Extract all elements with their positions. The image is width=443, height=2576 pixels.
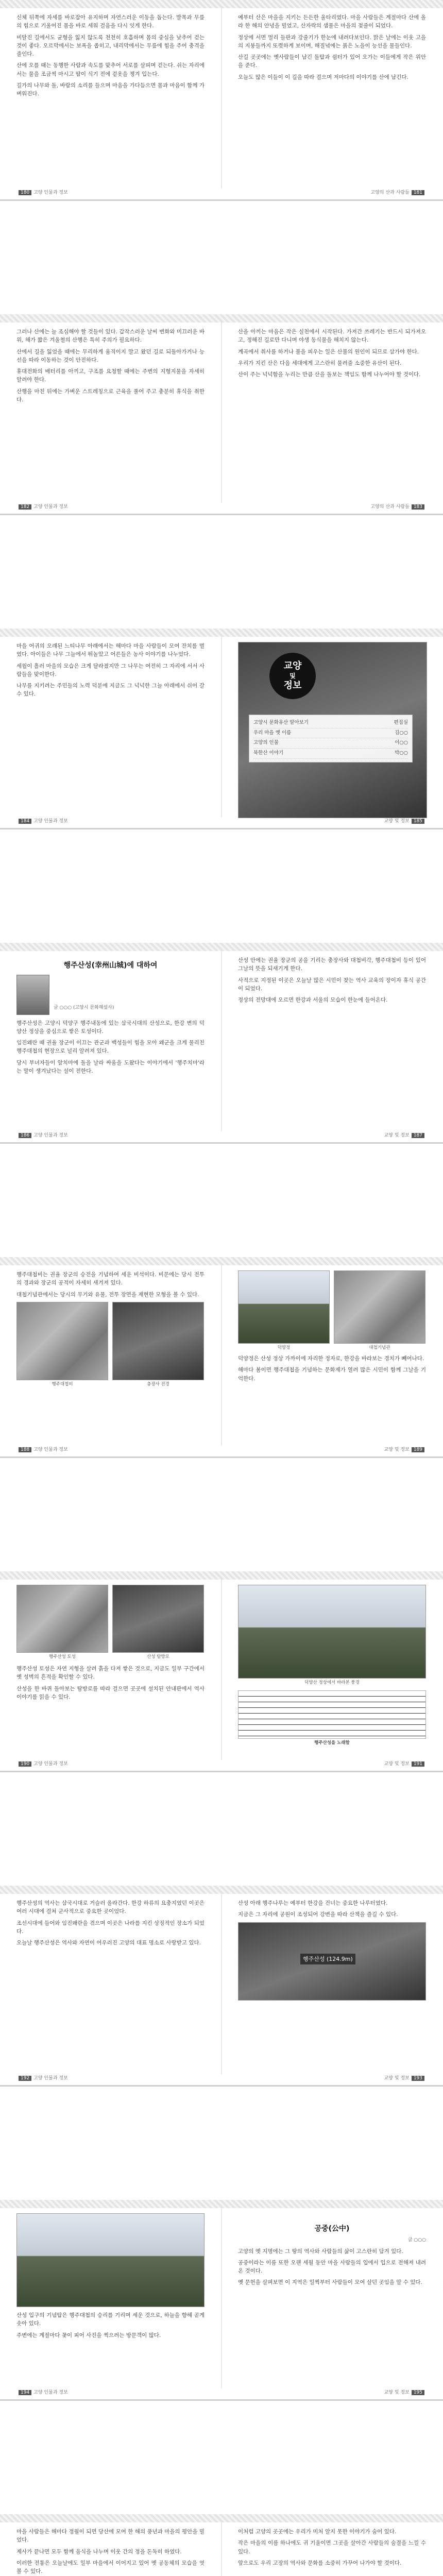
- author-photo: [16, 975, 49, 1015]
- header-pattern: [0, 2200, 443, 2208]
- contents-title: 고양시 문화유산 알아보기: [253, 720, 309, 725]
- paragraph: 행주산성은 고양시 덕양구 행주내동에 있는 삼국시대의 산성으로, 한강 변의 덕양산 정상을 중심으로 쌓은 토성이다.: [16, 1020, 205, 1035]
- paragraph: 산이 주는 넉넉함을 누리는 만큼 산을 돌보는 책임도 함께 나누어야 할 것이다.: [238, 371, 421, 378]
- running-title: 고양 인물과 정보: [33, 504, 68, 510]
- contents-author: 편집실: [394, 720, 408, 725]
- museum-photo: [334, 1270, 425, 1344]
- paragraph: 예부터 산은 마을을 지키는 든든한 울타리였다. 마을 사람들은 계절마다 산에 올라 한 해의 안녕을 빌었고, 산자락의 샘물은 마을의 젖줄이 되었다.: [238, 14, 426, 29]
- contents-row: [253, 718, 408, 728]
- running-title: 고양 인물과 정보: [33, 1133, 68, 1138]
- photo-row: [16, 1585, 205, 1660]
- photo-caption: 행주산성 토성: [49, 1654, 76, 1659]
- running-title: 교양 및 정보: [384, 2390, 410, 2395]
- page-spread-7: [0, 1886, 443, 2087]
- gutter: [221, 2208, 222, 2388]
- page-number: 185: [412, 819, 424, 824]
- photo-row: [238, 1270, 426, 1351]
- page-spread-3: [0, 629, 443, 829]
- running-title: 교양 및 정보: [384, 1761, 410, 1767]
- paragraph: 행주산성 토성은 자연 지형을 살려 흙을 다져 쌓은 것으로, 지금도 일부 구간에서 옛 성벽의 흔적을 확인할 수 있다.: [16, 1666, 205, 1681]
- gutter: [221, 8, 222, 189]
- page-right: [238, 2528, 426, 2570]
- contents-title: 우리 마을 옛 이름: [253, 730, 292, 736]
- mountain-view-photo: [238, 1585, 426, 1679]
- page-spread-1: [0, 0, 443, 201]
- song-title: 행주산성을 노래함: [314, 1740, 350, 1746]
- running-title: 고양 인물과 정보: [33, 819, 68, 824]
- page-number: 190: [19, 1761, 31, 1767]
- footer-left: [16, 1760, 68, 1767]
- figure: [334, 1270, 425, 1351]
- paragraph: 산성 입구의 기념탑은 행주대첩의 승리를 기리며 세운 것으로, 하늘을 향해 곧게 솟아 있다.: [16, 2312, 205, 2327]
- footer-right: [384, 1446, 427, 1452]
- page-right: [238, 1585, 426, 1747]
- figure: [16, 1302, 108, 1388]
- running-title: 고양의 산과 사람들: [370, 504, 410, 510]
- paragraph: 마을 어귀의 오래된 느티나무 아래에서는 해마다 마을 사람들이 모여 잔치를 벌였다. 아이들은 나무 그늘에서 뛰놀았고 어른들은 농사 이야기를 나누었다.: [16, 643, 205, 658]
- paragraph: 계곡에서 취사를 하거나 불을 피우는 일은 산불의 원인이 되므로 삼가야 한다.: [238, 348, 419, 355]
- footer-left: [16, 2388, 68, 2395]
- paragraph: 비탈진 길에서도 균형을 잃지 않도록 천천히 호흡하며 몸의 중심을 낮추어 걷는 것이 좋다. 오르막에서는 보폭을 좁히고, 내리막에서는 무릎에 힘을 주어 충격을 줄인다.: [16, 34, 205, 58]
- paragraph: 조선시대에 들어와 임진왜란을 겪으며 이곳은 나라를 지킨 상징적인 장소가 되었다.: [16, 1920, 205, 1935]
- running-title: 고양 인물과 정보: [33, 1447, 68, 1452]
- paragraph: 산길 곳곳에는 옛사람들이 남긴 돌탑과 쉼터가 있어 오가는 이들에게 작은 위안을 준다.: [238, 54, 426, 69]
- running-title: 고양의 산과 사람들: [370, 190, 410, 195]
- page-number: 183: [412, 504, 424, 510]
- running-title: 고양 인물과 정보: [33, 2390, 68, 2395]
- page-spread-5: [0, 1257, 443, 1458]
- pavilion-photo: [238, 1270, 330, 1344]
- memorial-tower-photo: [16, 2213, 205, 2307]
- page-left: [16, 2528, 205, 2576]
- page-left: [16, 1899, 205, 1950]
- footer-right: [371, 503, 427, 510]
- contents-author: 이○○: [395, 740, 408, 746]
- header-pattern: [0, 2514, 443, 2522]
- page-number: 188: [19, 1447, 31, 1452]
- section-title-line: 정보: [283, 680, 302, 691]
- paragraph: 정상의 전망대에 오르면 한강과 서울의 모습이 한눈에 들어온다.: [238, 997, 388, 1004]
- paragraph: 이처럼 고양의 곳곳에는 우리가 미처 알지 못한 이야기가 숨어 있다.: [238, 2529, 397, 2535]
- fortress-wall-photo: [16, 1585, 108, 1653]
- page-left: [16, 13, 205, 101]
- page-right: [238, 2213, 426, 2290]
- paragraph: 산성 아래 행주나루는 예부터 한강을 건너는 중요한 나루터였다.: [238, 1900, 388, 1906]
- contents-title: 북한산 이야기: [253, 750, 284, 756]
- page-right: [238, 956, 426, 1007]
- byline: 글 ○○○: [407, 2237, 426, 2243]
- paragraph: 이러한 전통은 오늘날에도 일부 마을에서 이어지고 있어 옛 공동체의 모습을 엿볼 수 있다.: [16, 2560, 205, 2575]
- page-left: [16, 1270, 205, 1388]
- gutter: [221, 2522, 222, 2576]
- monument-photo: [16, 1302, 108, 1380]
- paragraph: 길가의 나무와 돌, 바람의 소리를 들으며 마음을 가다듬으면 몸과 마음이 함께 가벼워진다.: [16, 82, 205, 97]
- running-title: 교양 및 정보: [384, 819, 410, 824]
- gutter: [221, 1265, 222, 1446]
- footer-right: [384, 817, 427, 824]
- page-number: 192: [19, 2076, 31, 2081]
- page-left: [16, 1585, 205, 1704]
- page-number: 194: [19, 2390, 31, 2395]
- photo-caption: 덕양정: [277, 1345, 291, 1350]
- page-spread-4: [0, 943, 443, 1144]
- shrine-photo: [112, 1302, 204, 1380]
- paragraph: 산에서 길을 잃었을 때에는 무리하게 움직이지 말고 왔던 길로 되돌아가거나 능선을 따라 이동하는 것이 안전하다.: [16, 348, 205, 363]
- contents-row: [253, 749, 408, 759]
- contents-row: [253, 738, 408, 749]
- footer-left: [16, 1131, 68, 1138]
- photo-caption: 덕양산 정상에서 바라본 풍경: [304, 1680, 360, 1685]
- page-right: [238, 642, 426, 817]
- photo-caption: 충장사 전경: [147, 1381, 169, 1387]
- paragraph: 지금은 그 자리에 공원이 조성되어 강변을 따라 산책을 즐길 수 있다.: [238, 1911, 398, 1918]
- paragraph: 산성 안에는 권율 장군의 공을 기리는 충장사와 대첩비각, 행주대첩비 등이 있어 그날의 뜻을 되새기게 한다.: [238, 957, 426, 972]
- photo-caption: 산성 탐방로: [147, 1654, 169, 1659]
- figure: [238, 1270, 330, 1351]
- page-right: [238, 328, 426, 382]
- running-title: 고양 인물과 정보: [33, 2076, 68, 2081]
- paragraph: 오늘도 많은 이들이 이 길을 따라 걸으며 저마다의 이야기를 산에 남긴다.: [238, 74, 408, 80]
- paragraph: 행주산성의 역사는 삼국시대로 거슬러 올라간다. 한강 하류의 요충지였던 이곳은 여러 시대에 걸쳐 군사적으로 중요한 곳이었다.: [16, 1900, 205, 1915]
- article-title: 행주산성(幸州山城)에 대하여: [63, 961, 158, 970]
- page-spread-2: [0, 314, 443, 515]
- page-number: 193: [412, 2076, 424, 2081]
- paragraph: 세월이 흘러 마을의 모습은 크게 달라졌지만 그 나무는 여전히 그 자리에 서서 사람들을 맞이한다.: [16, 663, 205, 677]
- footer-right: [384, 1760, 427, 1767]
- paragraph: 작은 마을의 이름 하나에도 귀 기울이면 그곳을 살아간 사람들의 숨결을 느낄 수 있다.: [238, 2540, 426, 2555]
- page-number: 186: [19, 1133, 31, 1138]
- contents-author: 김○○: [395, 730, 408, 736]
- page-number: 191: [412, 1761, 424, 1767]
- header-pattern: [0, 314, 443, 323]
- paragraph: 신체 뒤쪽에 자세를 바로잡아 유지하며 자연스러운 이동을 돕는다. 발목과 무릎의 힘으로 기울어진 몸을 바로 세워 걸음을 다시 잇게 한다.: [16, 14, 205, 29]
- header-pattern: [0, 629, 443, 637]
- paragraph: 마을 사람들은 해마다 정월이 되면 당산에 모여 한 해의 풍년과 마을의 평안을 빌었다.: [16, 2529, 205, 2544]
- header-pattern: [0, 943, 443, 951]
- figure: [16, 1585, 108, 1660]
- page-left: [16, 956, 205, 1078]
- page-right: [238, 1270, 426, 1386]
- paragraph: 덕양정은 산성 정상 가까이에 자리한 정자로, 한강을 바라보는 경치가 빼어나다.: [238, 1355, 424, 1362]
- contents-title: 고양의 인물: [253, 740, 279, 746]
- footer-right: [384, 1131, 427, 1138]
- footer-right: [371, 189, 427, 195]
- running-title: 고양 인물과 정보: [33, 1761, 68, 1767]
- footer-right: [384, 2388, 427, 2395]
- paragraph: 오늘날 행주산성은 역사와 자연이 어우러진 고양의 대표 명소로 사랑받고 있다.: [16, 1940, 201, 1946]
- paragraph: 옛 문헌을 살펴보면 이 지역은 일찍부터 사람들이 모여 살던 곳임을 알 수 있다.: [238, 2279, 422, 2286]
- running-title: 교양 및 정보: [384, 2076, 410, 2081]
- section-title-circle: [269, 653, 316, 699]
- paragraph: 산성을 한 바퀴 돌아보는 탐방로를 따라 걸으면 곳곳에 설치된 안내판에서 역사 이야기를 읽을 수 있다.: [16, 1685, 205, 1700]
- photo-caption: 행주대첩비: [52, 1381, 73, 1387]
- footer-left: [16, 503, 68, 510]
- gutter: [221, 323, 222, 503]
- page-number: 182: [19, 504, 31, 510]
- figure: [112, 1302, 204, 1388]
- page-right: [238, 13, 426, 84]
- page-number: 180: [19, 190, 31, 195]
- paragraph: 임진왜란 때 권율 장군이 이끄는 관군과 백성들이 힘을 모아 왜군을 크게 물리친 행주대첩의 현장으로 널리 알려져 있다.: [16, 1040, 205, 1055]
- footer-left: [16, 2074, 68, 2081]
- paragraph: 제사가 끝나면 모두 함께 음식을 나누며 이웃 간의 정을 돈독히 하였다.: [16, 2548, 182, 2555]
- paragraph: 공중이라는 이름 또한 오랜 세월 동안 마을 사람들의 입에서 입으로 전해져 내려온 것이다.: [238, 2259, 426, 2275]
- paragraph: 나무를 지키려는 주민들의 노력 덕분에 지금도 그 넉넉한 그늘 아래에서 쉬어 갈 수 있다.: [16, 683, 205, 698]
- trail-photo: [112, 1585, 204, 1653]
- paragraph: 해마다 봄이면 행주대첩을 기념하는 문화제가 열려 많은 시민이 함께 그날을 기억한다.: [238, 1367, 426, 1382]
- footer-left: [16, 189, 68, 195]
- song-score: [238, 1690, 426, 1739]
- footer-left: [16, 817, 68, 824]
- page-left: [16, 642, 205, 702]
- paragraph: 산을 아끼는 마음은 작은 실천에서 시작된다. 가져간 쓰레기는 반드시 되가져오고, 정해진 길로만 다니며 야생 동식물을 해치지 않는다.: [238, 329, 426, 344]
- page-number: 189: [412, 1447, 424, 1452]
- figure: [112, 1585, 204, 1660]
- photo-row: [16, 1302, 205, 1388]
- paragraph: 정상에 서면 멀리 들판과 강줄기가 한눈에 내려다보인다. 맑은 날에는 이웃 고을의 지붕들까지 또렷하게 보이며, 해질녘에는 붉은 노을이 능선을 물들인다.: [238, 34, 426, 49]
- header-pattern: [0, 1886, 443, 1894]
- gutter: [221, 637, 222, 817]
- paragraph: 그러나 산에는 늘 조심해야 할 것들이 있다. 갑작스러운 날씨 변화와 미끄러운 바위, 해가 짧은 겨울철의 산행은 특히 주의가 필요하다.: [16, 329, 205, 344]
- paragraph: 고양의 옛 지명에는 그 땅의 역사와 사람들의 삶이 고스란히 담겨 있다.: [238, 2248, 403, 2255]
- paragraph: 산행을 마친 뒤에는 가벼운 스트레칭으로 근육을 풀어 주고 충분히 휴식을 취한다.: [16, 388, 205, 403]
- section-cover-photo: [238, 642, 427, 818]
- page-number: 184: [19, 819, 31, 824]
- paragraph: 대첩기념관에서는 당시의 무기와 유물, 전투 장면을 재현한 모형을 볼 수 있다.: [16, 1291, 199, 1298]
- footer-right: [384, 2074, 427, 2081]
- page-spread-6: [0, 1571, 443, 1772]
- page-spread-9: [0, 2514, 443, 2576]
- page-number: 181: [412, 190, 424, 195]
- running-title: 교양 및 정보: [384, 1133, 410, 1138]
- section-title-line: 교양: [283, 660, 302, 671]
- running-title: 고양 인물과 정보: [33, 190, 68, 195]
- article-title: 공중(公中): [314, 2225, 350, 2233]
- paragraph: 앞으로도 우리 고장의 역사와 문화를 소중히 가꾸어 나가야 할 것이다.: [238, 2560, 402, 2566]
- summit-sign-label: 행주산성 (124.9m): [300, 1954, 355, 1964]
- section-title-line: 및: [289, 672, 296, 680]
- paragraph: 사적으로 지정된 이곳은 오늘날 많은 시민이 찾는 역사 교육의 장이자 휴식 공간이 되었다.: [238, 977, 426, 992]
- gutter: [221, 1580, 222, 1760]
- paragraph: 행주대첩비는 권율 장군의 승전을 기념하여 세운 비석이다. 비문에는 당시 전투의 경과와 장군의 공적이 자세히 새겨져 있다.: [16, 1272, 205, 1286]
- page-right: [238, 1899, 426, 2001]
- header-pattern: [0, 0, 443, 8]
- contents-box: [249, 715, 413, 762]
- page-number: 195: [412, 2390, 424, 2395]
- contents-author: 박○○: [395, 750, 408, 756]
- paragraph: 주변에는 계절마다 꽃이 피어 사진을 찍으려는 방문객이 많다.: [16, 2332, 161, 2338]
- page-left: [16, 328, 205, 407]
- gutter: [221, 951, 222, 1131]
- byline: 글 ○○○ (고양시 문화해설사): [54, 1005, 114, 1010]
- author-block: [16, 975, 205, 1015]
- photo-caption: 대첩기념관: [369, 1345, 390, 1350]
- running-title: 교양 및 정보: [384, 1447, 410, 1452]
- header-pattern: [0, 1257, 443, 1265]
- paragraph: 산에 오를 때는 동행한 사람과 속도를 맞추어 서로를 살피며 걷는다. 쉬는 자리에서는 물을 조금씩 마시고 땀이 식기 전에 겉옷을 챙겨 입는다.: [16, 62, 205, 77]
- page-left: [16, 2213, 205, 2343]
- paragraph: 당시 부녀자들이 앞치마에 돌을 날라 싸움을 도왔다는 이야기에서 '행주치마'라는 말이 생겨났다는 설이 전한다.: [16, 1059, 205, 1075]
- gutter: [221, 1894, 222, 2074]
- paragraph: 휴대전화의 배터리를 아끼고, 구조를 요청할 때에는 주변의 지형지물을 자세히 알려야 한다.: [16, 368, 205, 383]
- page-number: 187: [412, 1133, 424, 1138]
- header-pattern: [0, 1571, 443, 1580]
- summit-sign-photo: [238, 1922, 426, 2001]
- page-spread-8: [0, 2200, 443, 2401]
- contents-row: [253, 728, 408, 739]
- footer-left: [16, 1446, 68, 1452]
- paragraph: 우리가 지킨 산은 다음 세대에게 고스란히 물려줄 소중한 유산이 된다.: [238, 360, 402, 366]
